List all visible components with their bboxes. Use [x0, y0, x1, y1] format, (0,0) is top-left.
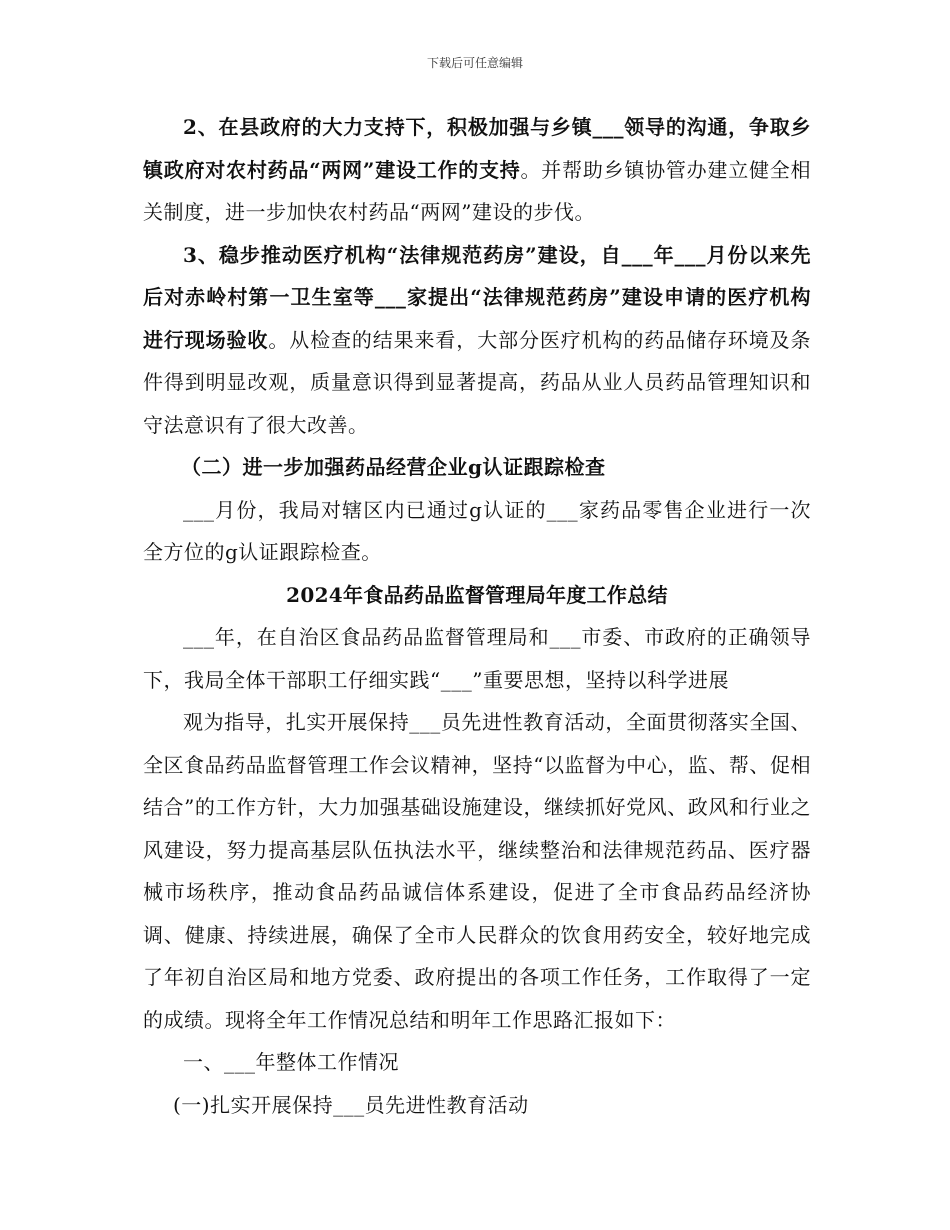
paragraph-item-3: [143, 234, 811, 447]
subsection-heading-education: (一)扎实开展保持___员先进性教育活动: [173, 1092, 529, 1117]
paragraph-item-3-rest: 。从检查的结果来看，大部分医疗机构的药品储存环境及条件得到明显改观，质量意识得到显著提高，药品从业人员药品管理知识和守法意识有了很大改善。: [143, 327, 812, 437]
document-body: [143, 106, 811, 1126]
paragraph-guidance: 观为指导，扎实开展保持___员先进性教育活动，全面贯彻落实全国、全区食品药品监督管理工作会议精神，坚持“以监督为中心，监、帮、促相结合”的工作方针，大力加强基础设施建设，继续抓好党风、政风和行业之风建设，努力提高基层队伍执法水平，继续整治和法律规范药品、医疗器械市场秩序，推动食品药品诚信体系建设，促进了全市食品药品经济协调、健康、持续进展，确保了全市人民群众的饮食用药安全，较好地完成了年初自治区局和地方党委、政府提出的各项工作任务，工作取得了一定的成绩。现将全年工作情况总结和明年工作思路汇报如下：: [143, 710, 811, 1032]
paragraph-item-3-lead: 3、稳步推动医疗机构“法律规范药房”建设，自___年___月份以来先后对赤岭村第一卫生室等___家提出“法律规范药房”建设申请的医疗机构进行现场验收: [143, 242, 811, 352]
paragraph-item-2: [143, 106, 811, 234]
paragraph-item-2-lead: 2、在县政府的大力支持下，积极加强与乡镇___领导的沟通，争取乡镇政府对农村药品“两网”建设工作的支持: [143, 115, 811, 182]
paragraph-gsp-check: ___月份，我局对辖区内已通过g认证的___家药品零售企业进行一次全方位的g认证跟踪检查。: [143, 497, 811, 564]
section-heading-overall: 一、___年整体工作情况: [183, 1050, 399, 1074]
paragraph-intro: ___年，在自治区食品药品监督管理局和___市委、市政府的正确领导下，我局全体干部职工仔细实践“___”重要思想，坚持以科学进展: [143, 625, 811, 692]
section-heading-2: （二）进一步加强药品经营企业g认证跟踪检查: [181, 455, 606, 479]
page-header-note: 下载后可任意编辑: [426, 56, 523, 70]
document-title: 2024年食品药品监督管理局年度工作总结: [286, 582, 668, 607]
paragraph-item-2-rest: 。并帮助乡镇协管办建立健全相关制度，进一步加快农村药品“两网”建设的步伐。: [143, 157, 811, 224]
